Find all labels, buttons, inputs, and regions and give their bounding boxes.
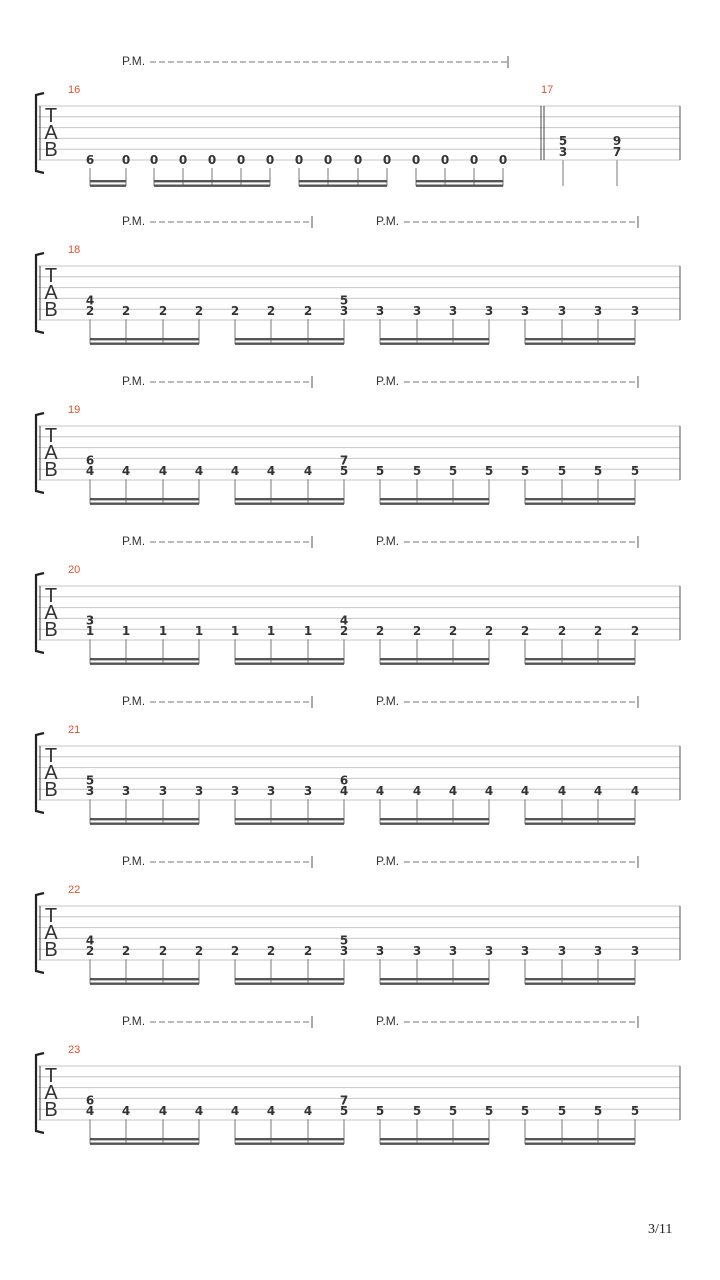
beam <box>525 818 635 820</box>
tab-fret-number: 2 <box>121 944 131 959</box>
tab-fret-number: 4 <box>158 464 168 479</box>
beam <box>90 818 199 820</box>
beam <box>380 343 489 345</box>
beam <box>380 658 489 660</box>
tab-system <box>36 1014 680 1145</box>
tab-fret-number: 4 <box>303 1104 313 1119</box>
beam <box>299 185 387 187</box>
tab-fret-number: 5 <box>630 464 640 479</box>
tab-fret-number: 4 <box>412 784 422 799</box>
tab-fret-number: 3 <box>448 944 458 959</box>
palm-mute-label: P.M. <box>122 54 146 68</box>
tab-fret-number: 4 <box>85 293 95 308</box>
tab-clef-letter: T <box>44 745 58 767</box>
tab-fret-number: 5 <box>520 1104 530 1119</box>
tab-fret-number: 1 <box>266 624 276 639</box>
beam <box>416 180 503 182</box>
tab-clef-letter: B <box>44 779 58 801</box>
tab-fret-number: 1 <box>194 624 204 639</box>
tab-fret-number: 0 <box>121 153 131 167</box>
beam <box>380 978 489 980</box>
beam <box>235 338 344 340</box>
measure-number: 18 <box>68 244 81 256</box>
tab-fret-number: 2 <box>194 944 204 959</box>
palm-mute-label: P.M. <box>122 1014 146 1028</box>
tab-fret-number: 2 <box>303 944 313 959</box>
tab-fret-number: 3 <box>375 944 385 959</box>
tab-clef-letter: B <box>44 139 58 161</box>
measure-number: 19 <box>68 404 81 416</box>
tab-clef-letter: B <box>44 619 58 641</box>
tab-clef-letter: B <box>44 1099 58 1121</box>
tab-fret-number: 3 <box>593 944 603 959</box>
beam <box>90 503 199 505</box>
beam <box>90 823 199 825</box>
tab-clef-letter: B <box>44 459 58 481</box>
tab-fret-number: 1 <box>230 624 240 639</box>
measure-number: 20 <box>68 564 81 576</box>
tab-fret-number: 7 <box>339 1093 349 1108</box>
tab-fret-number: 2 <box>484 624 494 639</box>
beam <box>235 818 344 820</box>
beam <box>525 978 635 980</box>
tab-fret-number: 6 <box>339 773 349 788</box>
tab-fret-number: 0 <box>353 153 363 167</box>
tab-fret-number: 3 <box>630 304 640 319</box>
tab-fret-number: 4 <box>85 1104 95 1119</box>
tab-fret-number: 2 <box>266 304 276 319</box>
beam <box>416 185 503 187</box>
tab-fret-number: 3 <box>558 145 568 160</box>
tab-fret-number: 2 <box>339 624 349 639</box>
measure-number: 22 <box>68 884 81 896</box>
beam <box>380 1143 489 1145</box>
tab-clef-letter: T <box>44 905 58 927</box>
tab-fret-number: 4 <box>121 1104 131 1119</box>
tab-fret-number: 4 <box>266 464 276 479</box>
tab-fret-number: 3 <box>303 784 313 799</box>
tab-fret-number: 5 <box>448 464 458 479</box>
tab-fret-number: 1 <box>85 624 95 639</box>
beam <box>154 180 270 182</box>
tab-fret-number: 5 <box>412 464 422 479</box>
tab-fret-number: 5 <box>375 464 385 479</box>
tab-fret-number: 5 <box>558 134 568 149</box>
tab-fret-number: 4 <box>85 464 95 479</box>
tab-fret-number: 0 <box>265 153 275 167</box>
beam <box>90 1143 199 1145</box>
tab-fret-number: 2 <box>303 304 313 319</box>
tab-system <box>36 54 680 187</box>
tab-fret-number: 3 <box>375 304 385 319</box>
tab-clef-letter: B <box>44 299 58 321</box>
tab-fret-number: 1 <box>158 624 168 639</box>
tab-system <box>36 374 680 505</box>
tab-fret-number: 3 <box>520 944 530 959</box>
tab-fret-number: 0 <box>149 153 159 167</box>
page-number: 3/11 <box>648 1222 673 1237</box>
beam <box>299 180 387 182</box>
beam <box>90 978 199 980</box>
tab-fret-number: 4 <box>85 933 95 948</box>
tab-fret-number: 2 <box>375 624 385 639</box>
tab-fret-number: 3 <box>520 304 530 319</box>
palm-mute-label: P.M. <box>122 534 146 548</box>
tab-fret-number: 1 <box>121 624 131 639</box>
tab-clef-letter: A <box>44 602 58 624</box>
tab-clef-letter: T <box>44 585 58 607</box>
tab-fret-number: 0 <box>382 153 392 167</box>
tab-fret-number: 2 <box>230 304 240 319</box>
tab-fret-number: 5 <box>557 1104 567 1119</box>
beam <box>525 343 635 345</box>
tab-fret-number: 3 <box>158 784 168 799</box>
tab-fret-number: 0 <box>498 153 508 167</box>
palm-mute-label: P.M. <box>122 854 146 868</box>
tab-fret-number: 0 <box>178 153 188 167</box>
beam <box>380 498 489 500</box>
tab-fret-number: 3 <box>85 784 95 799</box>
tab-fret-number: 6 <box>85 453 95 468</box>
tab-fret-number: 2 <box>85 304 95 319</box>
tab-fret-number: 0 <box>469 153 479 167</box>
tab-fret-number: 1 <box>303 624 313 639</box>
beam <box>235 503 344 505</box>
beam <box>90 1138 199 1140</box>
beam <box>525 498 635 500</box>
beam <box>235 978 344 980</box>
palm-mute-label: P.M. <box>376 534 400 548</box>
beam <box>235 1138 344 1140</box>
tab-system <box>36 694 680 825</box>
tab-fret-number: 4 <box>448 784 458 799</box>
tab-fret-number: 6 <box>85 1093 95 1108</box>
tab-fret-number: 2 <box>630 624 640 639</box>
tab-system <box>36 214 680 345</box>
beam <box>90 663 199 665</box>
tab-clef-letter: A <box>44 922 58 944</box>
beam <box>380 823 489 825</box>
tab-fret-number: 4 <box>339 784 349 799</box>
tab-fret-number: 3 <box>230 784 240 799</box>
tab-fret-number: 4 <box>375 784 385 799</box>
tab-fret-number: 4 <box>339 613 349 628</box>
tab-fret-number: 3 <box>630 944 640 959</box>
beam <box>90 180 126 182</box>
tab-clef-letter: A <box>44 762 58 784</box>
tab-fret-number: 5 <box>484 464 494 479</box>
tab-fret-number: 4 <box>557 784 567 799</box>
tab-fret-number: 0 <box>323 153 333 167</box>
tab-clef-letter: A <box>44 282 58 304</box>
beam <box>90 658 199 660</box>
tab-clef-letter: A <box>44 1082 58 1104</box>
tab-system <box>36 534 680 665</box>
tab-fret-number: 4 <box>230 464 240 479</box>
beam <box>380 818 489 820</box>
beam <box>90 498 199 500</box>
measure-number: 17 <box>541 84 554 96</box>
tab-fret-number: 4 <box>158 1104 168 1119</box>
beam <box>525 823 635 825</box>
tab-fret-number: 5 <box>339 1104 349 1119</box>
tab-fret-number: 3 <box>194 784 204 799</box>
tab-clef-letter: T <box>44 425 58 447</box>
tab-fret-number: 5 <box>484 1104 494 1119</box>
palm-mute-label: P.M. <box>376 214 400 228</box>
tab-fret-number: 4 <box>630 784 640 799</box>
tab-fret-number: 4 <box>194 1104 204 1119</box>
beam <box>90 338 199 340</box>
tab-clef-letter: B <box>44 939 58 961</box>
tab-fret-number: 4 <box>266 1104 276 1119</box>
tab-fret-number: 2 <box>412 624 422 639</box>
tab-fret-number: 4 <box>520 784 530 799</box>
tab-fret-number: 0 <box>294 153 304 167</box>
tab-fret-number: 3 <box>484 304 494 319</box>
tab-fret-number: 5 <box>339 293 349 308</box>
tab-fret-number: 4 <box>194 464 204 479</box>
tab-fret-number: 4 <box>303 464 313 479</box>
tab-fret-number: 0 <box>411 153 421 167</box>
tab-fret-number: 3 <box>448 304 458 319</box>
tab-fret-number: 5 <box>339 464 349 479</box>
tab-fret-number: 2 <box>593 624 603 639</box>
tab-fret-number: 3 <box>557 944 567 959</box>
tab-fret-number: 2 <box>266 944 276 959</box>
tab-fret-number: 4 <box>230 1104 240 1119</box>
tab-fret-number: 2 <box>557 624 567 639</box>
palm-mute-label: P.M. <box>122 214 146 228</box>
tab-fret-number: 2 <box>121 304 131 319</box>
tab-fret-number: 5 <box>375 1104 385 1119</box>
tab-fret-number: 3 <box>339 944 349 959</box>
tab-fret-number: 3 <box>557 304 567 319</box>
tab-fret-number: 0 <box>207 153 217 167</box>
tab-fret-number: 6 <box>85 153 95 167</box>
tab-fret-number: 3 <box>593 304 603 319</box>
beam <box>380 983 489 985</box>
measure-number: 16 <box>68 84 81 96</box>
tab-fret-number: 3 <box>121 784 131 799</box>
tab-fret-number: 0 <box>440 153 450 167</box>
tab-fret-number: 5 <box>520 464 530 479</box>
tab-fret-number: 9 <box>612 134 622 149</box>
tab-clef-letter: T <box>44 265 58 287</box>
beam <box>380 338 489 340</box>
beam <box>90 343 199 345</box>
beam <box>525 503 635 505</box>
tab-fret-number: 5 <box>630 1104 640 1119</box>
tab-fret-number: 4 <box>484 784 494 799</box>
beam <box>525 983 635 985</box>
beam <box>235 498 344 500</box>
beam <box>235 663 344 665</box>
tab-fret-number: 5 <box>412 1104 422 1119</box>
tab-fret-number: 7 <box>339 453 349 468</box>
tab-fret-number: 2 <box>85 944 95 959</box>
beam <box>90 983 199 985</box>
beam <box>154 185 270 187</box>
tab-fret-number: 2 <box>230 944 240 959</box>
tab-fret-number: 5 <box>85 773 95 788</box>
beam <box>525 1138 635 1140</box>
beam <box>380 503 489 505</box>
tab-fret-number: 2 <box>448 624 458 639</box>
palm-mute-label: P.M. <box>376 694 400 708</box>
tab-fret-number: 3 <box>85 613 95 628</box>
tab-clef-letter: A <box>44 122 58 144</box>
beam <box>235 1143 344 1145</box>
beam <box>235 343 344 345</box>
beam <box>235 983 344 985</box>
palm-mute-label: P.M. <box>122 374 146 388</box>
tab-clef-letter: T <box>44 1065 58 1087</box>
tab-clef-letter: A <box>44 442 58 464</box>
palm-mute-label: P.M. <box>122 694 146 708</box>
tab-fret-number: 2 <box>194 304 204 319</box>
beam <box>525 338 635 340</box>
tab-fret-number: 4 <box>121 464 131 479</box>
tab-fret-number: 5 <box>593 1104 603 1119</box>
tab-system <box>36 854 680 985</box>
tab-fret-number: 3 <box>339 304 349 319</box>
beam <box>525 658 635 660</box>
palm-mute-label: P.M. <box>376 1014 400 1028</box>
tab-clef-letter: T <box>44 105 58 127</box>
tab-fret-number: 3 <box>266 784 276 799</box>
tab-fret-number: 0 <box>236 153 246 167</box>
beam <box>380 663 489 665</box>
tab-fret-number: 3 <box>412 944 422 959</box>
measure-number: 23 <box>68 1044 81 1056</box>
tab-fret-number: 4 <box>593 784 603 799</box>
tab-fret-number: 3 <box>412 304 422 319</box>
tab-fret-number: 5 <box>339 933 349 948</box>
tab-fret-number: 2 <box>158 944 168 959</box>
measure-number: 21 <box>68 724 81 736</box>
beam <box>235 823 344 825</box>
tab-fret-number: 2 <box>520 624 530 639</box>
tab-fret-number: 5 <box>593 464 603 479</box>
tab-fret-number: 5 <box>557 464 567 479</box>
tab-fret-number: 3 <box>484 944 494 959</box>
beam <box>235 658 344 660</box>
tab-fret-number: 2 <box>158 304 168 319</box>
beam <box>525 1143 635 1145</box>
palm-mute-label: P.M. <box>376 374 400 388</box>
tab-fret-number: 7 <box>612 145 622 160</box>
tab-fret-number: 5 <box>448 1104 458 1119</box>
beam <box>525 663 635 665</box>
palm-mute-label: P.M. <box>376 854 400 868</box>
beam <box>380 1138 489 1140</box>
beam <box>90 185 126 187</box>
